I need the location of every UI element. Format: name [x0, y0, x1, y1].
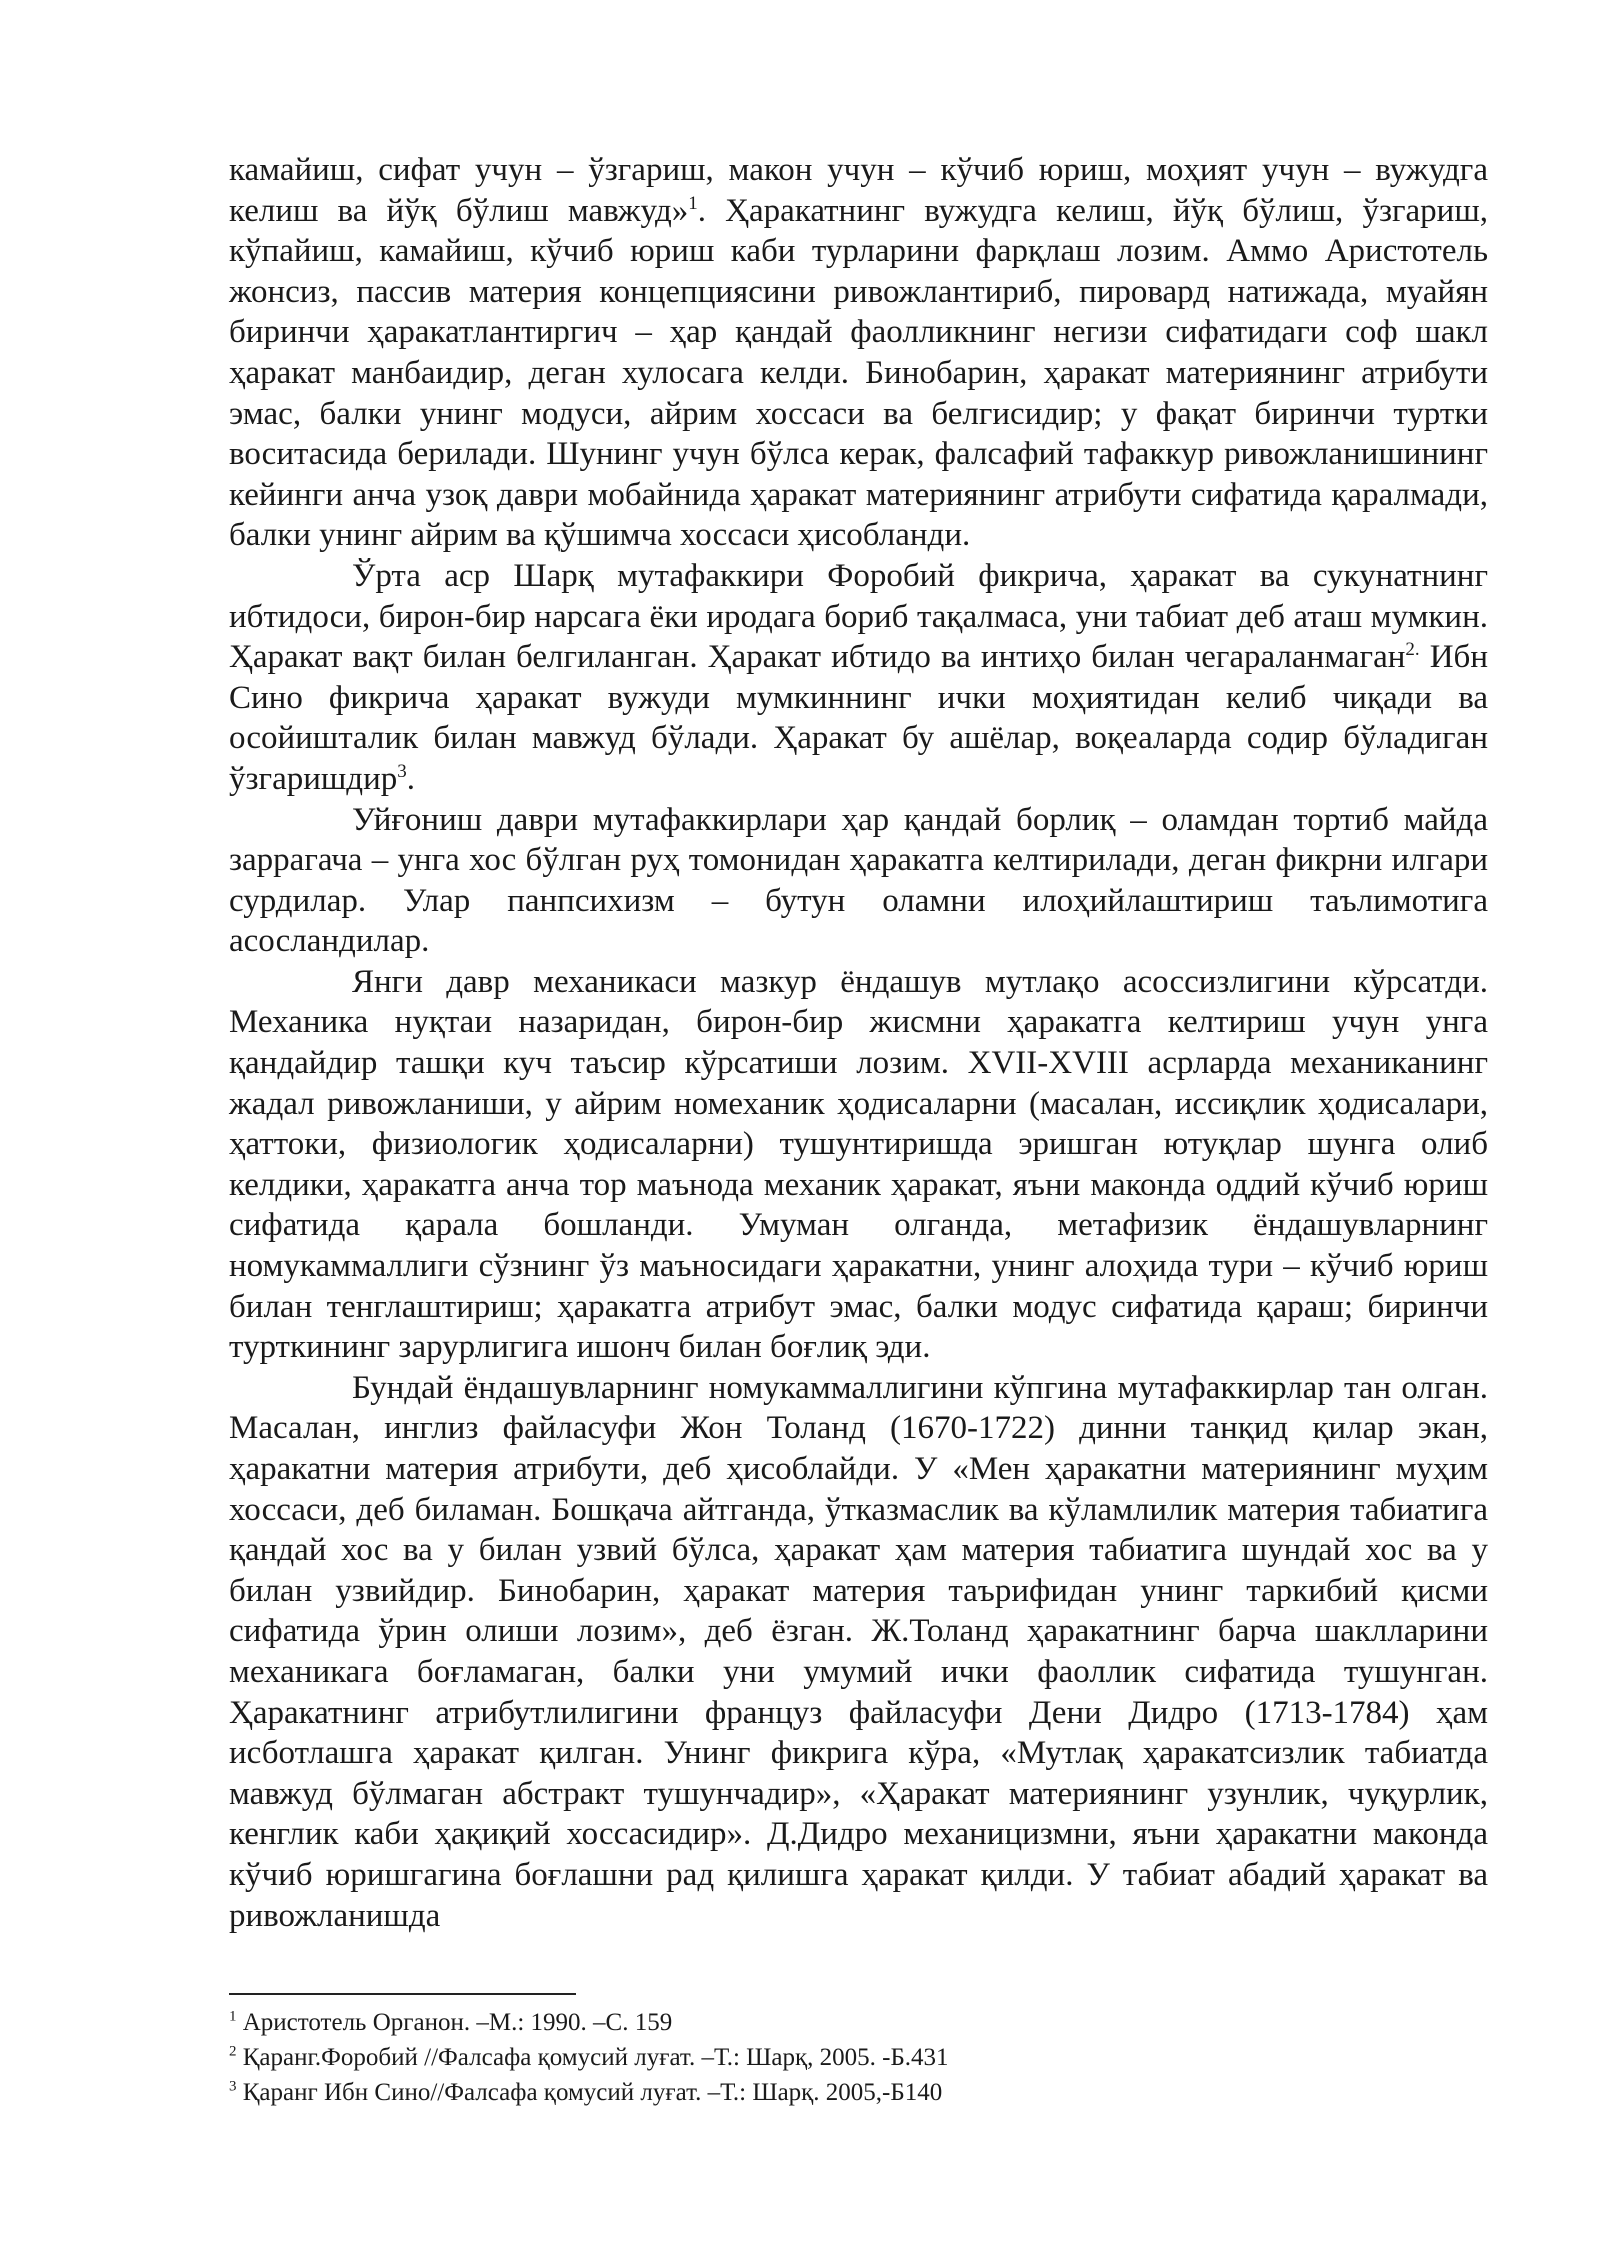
paragraph-text: Уйғониш даври мутафаккирлари ҳар қандай борлиқ – оламдан тортиб майда заррагача – унга хос бўлган руҳ томонидан ҳаракатга келтирилади, деган фикрни илгари сурдилар. Улар панпсихизм – бутун оламни илоҳийлаштириш таълимотига асосландилар. [229, 801, 1488, 960]
footnote-reference: 2. [1405, 639, 1420, 661]
footnotes [229, 2005, 1488, 2110]
paragraph-text: Ўрта аср Шарқ мутафаккири Форобий фикрича, ҳаракат ва сукунатнинг ибтидоси, бирон-бир нарсага ёки иродага бориб тақалмаса, уни табиат деб аташ мумкин. Ҳаракат вақт билан белгиланган. Ҳаракат ибтидо ва интиҳо билан чегараланмаган [229, 557, 1488, 676]
paragraph-text: . [406, 760, 415, 797]
footnote-text: Қаранг.Форобий //Фалсафа қомусий луғат. –Т.: Шарқ, 2005. -Б.431 [236, 2044, 949, 2071]
paragraph [229, 1368, 1488, 1936]
footnote-number: 3 [229, 2078, 237, 2095]
footnote-number: 1 [229, 2008, 237, 2025]
footnote-separator [229, 1993, 576, 1995]
paragraph-text: камайиш, сифат учун – ўзгариш, макон учун – кўчиб юриш, моҳият учун – вужудга келиш ва йўқ бўлиш мавжуд» [229, 152, 1488, 229]
paragraph [229, 150, 1488, 556]
paragraph [229, 556, 1488, 800]
footnote-text: Қаранг Ибн Сино//Фалсафа қомусий луғат. –Т.: Шарқ. 2005,-Б140 [236, 2079, 943, 2106]
main-text [229, 150, 1488, 1936]
paragraph-text: Ибн Сино фикрича ҳаракат вужуди мумкиннинг ички моҳиятидан келиб чиқади ва осойишталик билан мавжуд бўлади. Ҳаракат бу ашёлар, воқеаларда содир бўладиган ўзгаришдир [229, 639, 1488, 797]
paragraph-text: Бундай ёндашувларнинг номукаммаллигини кўпгина мутафаккирлар тан олган. Масалан, инглиз файласуфи Жон Толанд (1670-1722) динни танқид қилар экан, ҳаракатни материя атрибути, деб ҳисоблайди. У «Мен ҳаракатни материянинг муҳим хоссаси, деб биламан. Бошқача айтганда, ўтказмаслик ва кўламлилик материя табиатига қандай хос ва у билан узвий бўлса, ҳаракат ҳам материя табиатига шундай хос ва у билан узвийдир. Бинобарин, ҳаракат материя таърифидан унинг таркибий қисми сифатида ўрин олиши лозим», деб ёзган. Ж.Толанд ҳаракатнинг барча шаклларини механикага боғламаган, балки уни умумий ички фаоллик сифатида тушунган. Ҳаракатнинг атрибутлилигини француз файласуфи Дени Дидро (1713-1784) ҳам исботлашга ҳаракат қилган. Унинг фикрига кўра, «Мутлақ ҳаракатсизлик табиатда мавжуд бўлмаган абстракт тушунчадир», «Ҳаракат материянинг узунлик, чуқурлик, кенглик каби ҳақиқий хоссасидир». Д.Дидро механицизмни, яъни ҳаракатни маконда кўчиб юришгагина боғлашни рад қилишга ҳаракат қилди. У табиат абадий ҳаракат ва ривожланишда [229, 1369, 1488, 1934]
paragraph [229, 800, 1488, 962]
footnote [229, 2005, 1488, 2040]
footnote-reference: 3 [397, 760, 407, 782]
footnote [229, 2040, 1488, 2075]
footnote-text: Аристотель Органон. –М.: 1990. –С. 159 [236, 2009, 673, 2036]
paragraph-text: Янги давр механикаси мазкур ёндашув мутлақо асоссизлигини кўрсатди. Механика нуқтаи назаридан, бирон-бир жисмни ҳаракатга келтириш учун унга қандайдир ташқи куч таъсир кўрсатиши лозим. XVII-XVIII асрларда механиканинг жадал ривожланиши, у айрим номеханик ҳодисаларни (масалан, иссиқлик ҳодисалари, ҳаттоки, физиологик ҳодисаларни) тушунтиришда эришган ютуқлар шунга олиб келдики, ҳаракатга анча тор маънода механик ҳаракат, яъни маконда оддий кўчиб юриш сифатида қарала бошланди. Умуман олганда, метафизик ёндашувларнинг номукаммаллиги сўзнинг ўз маъносидаги ҳаракатни, унинг алоҳида тури – кўчиб юриш билан тенглаштириш; ҳаракатга атрибут эмас, балки модус сифатида қараш; биринчи турткининг зарурлигига ишонч билан боғлиқ эди. [229, 963, 1488, 1366]
paragraph [229, 962, 1488, 1368]
footnote-number: 2 [229, 2043, 237, 2060]
paragraph-text: . Ҳаракатнинг вужудга келиш, йўқ бўлиш, ўзгариш, кўпайиш, камайиш, кўчиб юриш каби турларини фарқлаш лозим. Аммо Аристотель жонсиз, пассив материя концепциясини ривожлантириб, пировард натижада, муайян биринчи ҳаракатлантиргич – ҳар қандай фаолликнинг негизи сифатидаги соф шакл ҳаракат манбаидир, деган хулосага келди. Бинобарин, ҳаракат материянинг атрибути эмас, балки унинг модуси, айрим хоссаси ва белгисидир; у фақат биринчи туртки воситасида берилади. Шунинг учун бўлса керак, фалсафий тафаккур ривожланишининг кейинги анча узоқ даври мобайнида ҳаракат материянинг атрибути сифатида қаралмади, балки унинг айрим ва қўшимча хоссаси ҳисобланди. [229, 192, 1488, 554]
footnote-reference: 1 [688, 192, 698, 214]
footnote [229, 2075, 1488, 2110]
